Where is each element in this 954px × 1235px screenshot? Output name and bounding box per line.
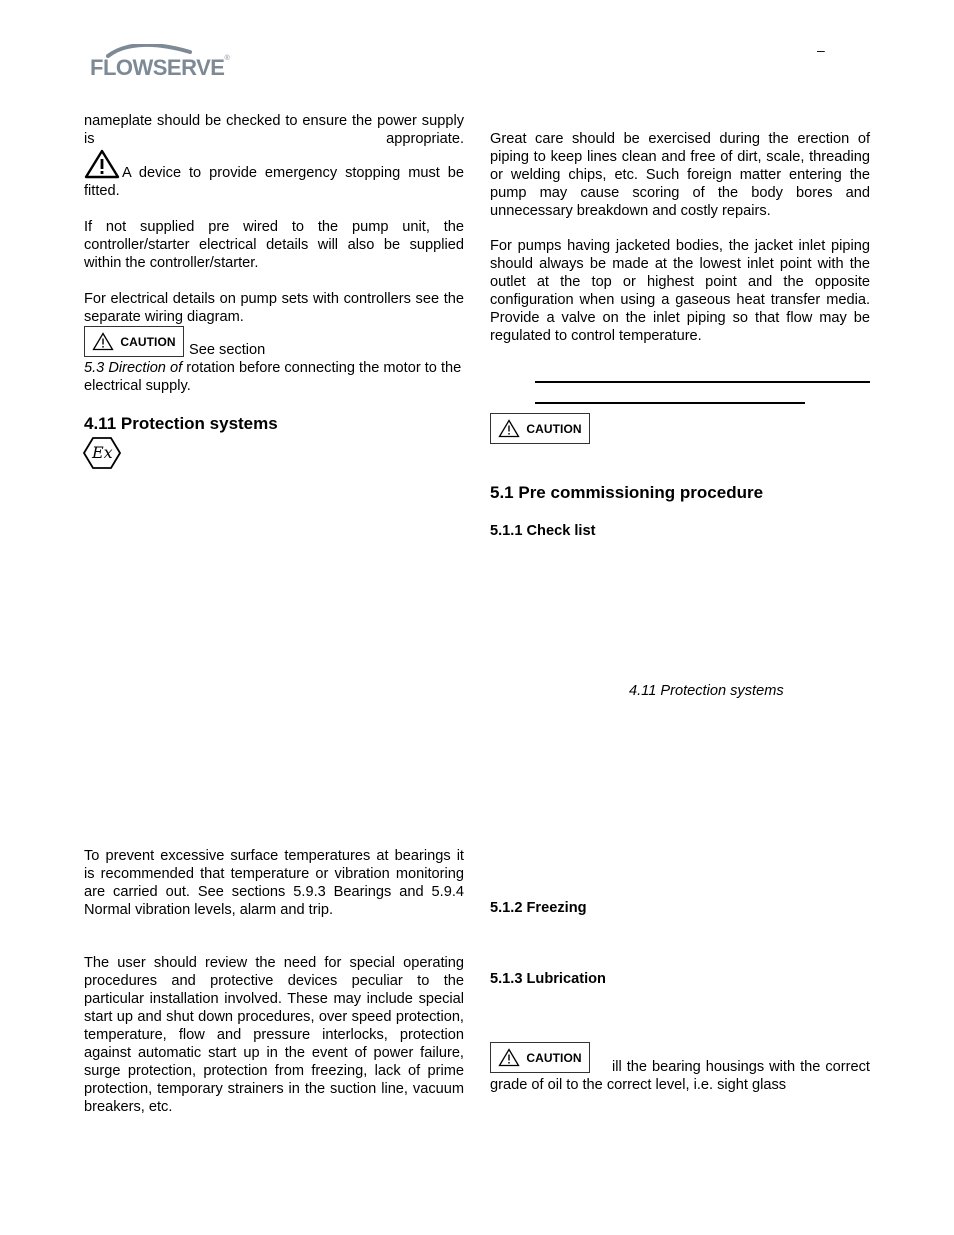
caution-triangle-icon [498, 419, 520, 438]
left-para-direction [84, 359, 464, 395]
left-para-prewired: If not supplied pre wired to the pump unit, the controller/starter electrical details will also be supplied within the controller/starter. [84, 219, 464, 271]
heading-rule-long [535, 381, 870, 383]
left-para-nameplate [84, 112, 464, 148]
caution-triangle-icon [92, 332, 114, 351]
see-section-text: See section [189, 342, 266, 358]
subheading-check-list: 5.1.1 Check list [490, 523, 596, 539]
subheading-lubrication: 5.1.3 Lubrication [490, 971, 606, 987]
left-para-bearings: To prevent excessive surface temperatures at bearings it is recommended that temperature or vibration monitoring are carried out. See sections 5.9.3 Bearings and 5.9.4 Normal vibration levels, alarm and trip. [84, 848, 464, 918]
section-heading-4-11: 4.11 Protection systems [84, 414, 278, 433]
left-para-wiring: For electrical details on pump sets with controllers see the separate wiring diagram. [84, 291, 464, 325]
ex-mark-text: Ex [92, 443, 113, 462]
logo-registered-mark: ® [224, 55, 230, 62]
caution-label: CAUTION [526, 421, 582, 436]
warning-triangle-icon [84, 149, 120, 179]
caution-box-left [84, 326, 184, 357]
page-mark: – [817, 42, 825, 58]
protection-systems-reference: 4.11 Protection systems [629, 683, 784, 699]
left-para-emergency-text: A device to provide emergency stopping must be fitted. [84, 165, 464, 199]
right-para-lubrication: ill the bearing housings with the correct grade of oil to the correct level, i.e. sight glass [490, 1059, 870, 1093]
right-para-piping: Great care should be exercised during the erection of piping to keep lines clean and free of dirt, scale, threading or welding chips, etc. Such foreign matter entering the pump may cause scoring of the body bores and unnecessary breakdown and costly repairs. [490, 131, 870, 219]
right-para-jacketed: For pumps having jacketed bodies, the jacket inlet piping should always be made at the lowest inlet point with the outlet at the top or highest point and the opposite configuration when using a gaseous heat transfer media. Provide a valve on the inlet piping so that flow may be regulated to control temperature. [490, 238, 870, 344]
left-para-emergency [84, 149, 464, 200]
direction-rest-text: rotation before connecting the motor to the electrical supply. [84, 360, 462, 394]
caution-label: CAUTION [526, 1050, 582, 1065]
caution-label: CAUTION [120, 334, 176, 349]
logo-text: FLOWSERVE [90, 55, 225, 80]
left-para-user-review: The user should review the need for special operating procedures and protective devices peculiar to the particular installation involved. These may include special start up and shut down procedures, over speed protection, temperature, flow and pressure interlocks, protection against automatic start up in the event of power failure, surge protection, protection from freezing, lack of prime protection, temporary strainers in the suction line, vacuum breakers, etc. [84, 955, 464, 1115]
flowserve-logo [88, 44, 230, 88]
left-para-nameplate-text: nameplate should be checked to ensure the power supply is appropriate. [84, 113, 464, 147]
ex-hexagon [83, 436, 121, 470]
subheading-freezing: 5.1.2 Freezing [490, 900, 587, 916]
section-heading-5-1: 5.1 Pre commissioning procedure [490, 483, 764, 502]
heading-rule-short [535, 402, 805, 404]
caution-box-right-top [490, 413, 590, 444]
direction-reference: 5.3 Direction of [84, 360, 183, 376]
